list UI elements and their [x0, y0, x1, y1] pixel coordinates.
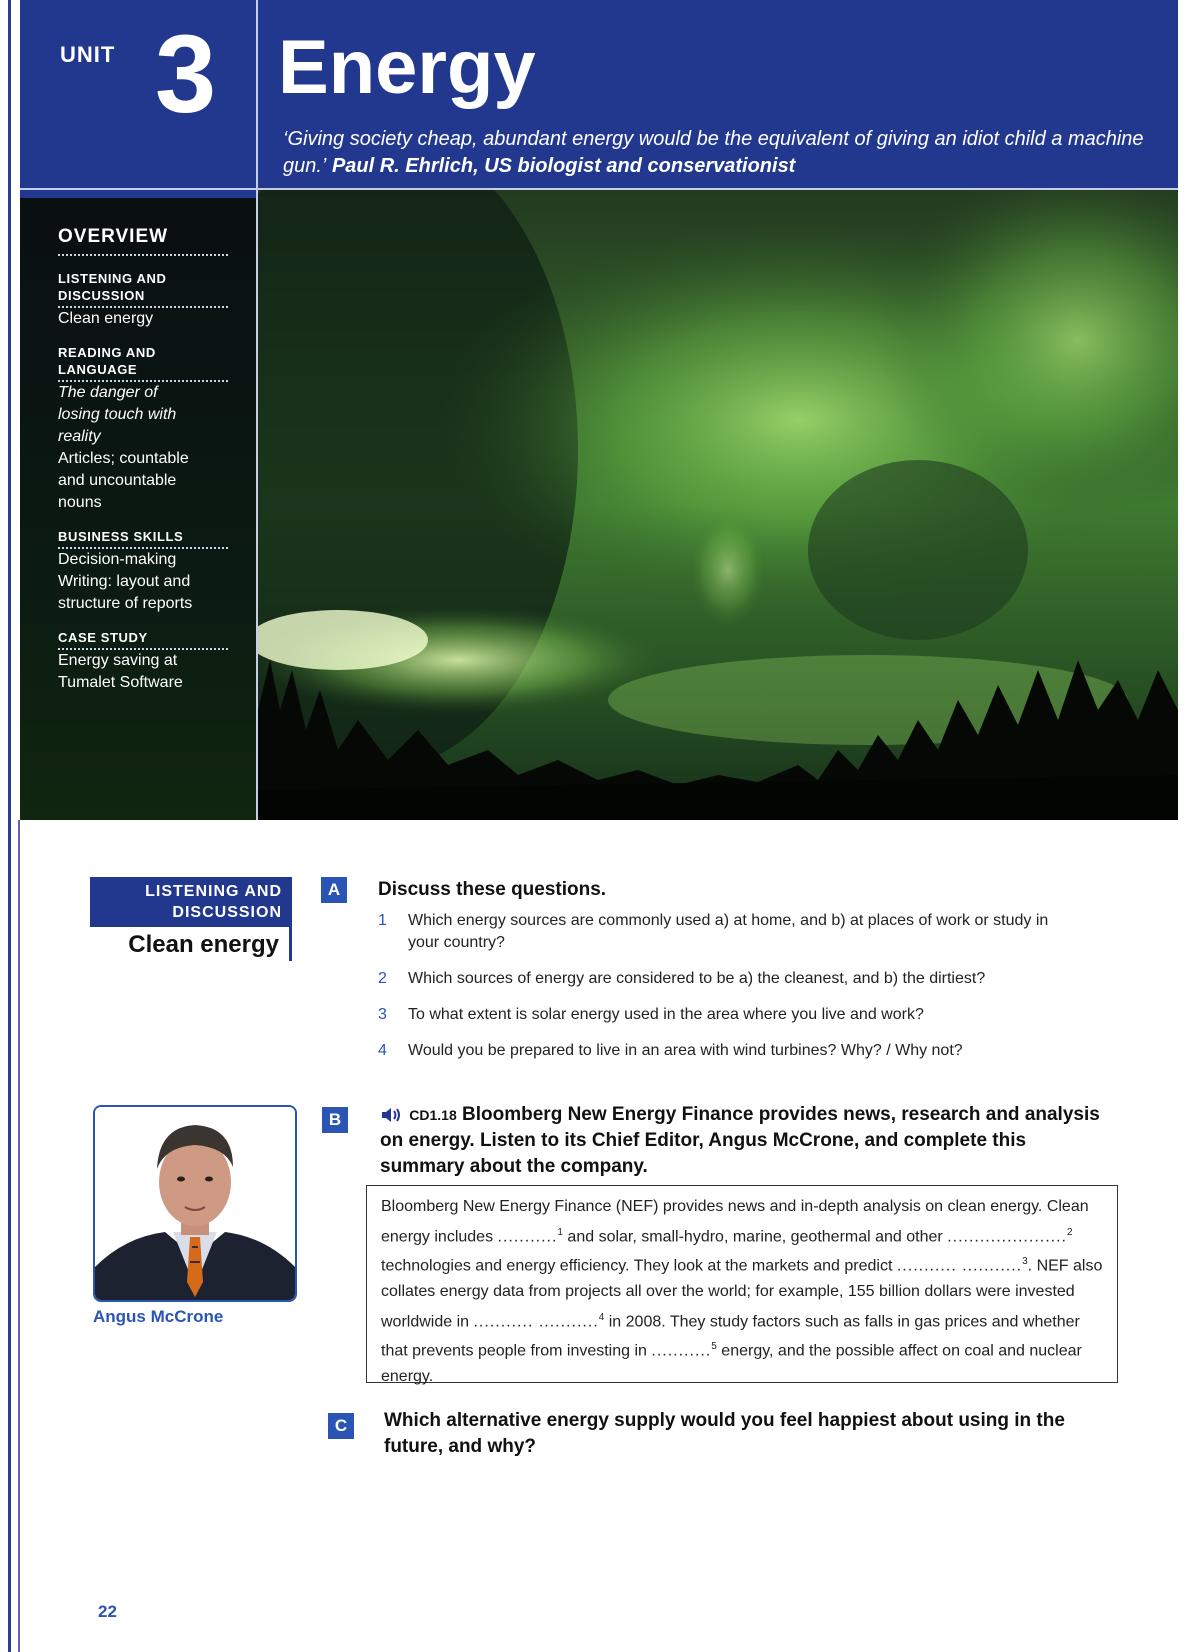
- gap-number: 3: [1022, 1256, 1028, 1268]
- page-edge-rule-lower: [18, 820, 20, 1652]
- gap-1: ...........: [497, 1227, 558, 1245]
- overview-heading-line: READING AND: [58, 345, 156, 360]
- question-number: 3: [378, 1006, 387, 1023]
- gap-5: ...........: [651, 1342, 712, 1360]
- aurora-photo: [258, 190, 1178, 820]
- exercise-a-heading: Discuss these questions.: [378, 879, 607, 900]
- exercise-b-instruction: Bloomberg New Energy Finance provides news, research and analysis on energy. Listen to its Chief Editor, Angus McCrone, and complete this summary about the company.: [380, 1104, 1100, 1177]
- question-item: [378, 910, 1078, 954]
- quote-author: Paul R. Ehrlich, US biologist and conservationist: [331, 155, 796, 177]
- overview-item: losing touch with: [58, 406, 177, 423]
- overview-heading-listening: [58, 270, 228, 308]
- overview-item: and uncountable: [58, 472, 177, 489]
- unit-header: [20, 0, 1178, 198]
- summary-text: [381, 1194, 1103, 1390]
- portrait-illustration: [95, 1107, 295, 1300]
- overview-item: Articles; countable: [58, 450, 189, 467]
- overview-heading-line: CASE STUDY: [58, 630, 148, 645]
- question-item: [378, 968, 1078, 990]
- gap-3: ........... ...........: [896, 1257, 1023, 1275]
- unit-label: UNIT: [60, 42, 116, 67]
- question-text: Would you be prepared to live in an area with wind turbines? Why? / Why not?: [408, 1042, 963, 1059]
- overview-item: structure of reports: [58, 595, 193, 612]
- overview-heading-line: LISTENING AND: [58, 271, 167, 286]
- question-text: To what extent is solar energy used in the area where you live and work?: [408, 1006, 924, 1023]
- summary-segment: Bloomberg New Energy Finance (NEF) provides news and in-depth analysis on clean energy. Clean energy includes: [381, 1198, 1089, 1245]
- overview-item: Clean energy: [58, 310, 154, 327]
- section-label: [90, 877, 292, 961]
- overview-title: OVERVIEW: [58, 226, 228, 256]
- unit-title: Energy: [278, 25, 536, 110]
- question-text: Which energy sources are commonly used a) at home, and b) at places of work or study in your country?: [408, 912, 1049, 951]
- question-item: [378, 1040, 1078, 1062]
- gap-number: 4: [598, 1311, 605, 1323]
- quote-text: ‘Giving society cheap, abundant energy would be the equivalent of giving an idiot child a machine gun.’: [283, 128, 1144, 177]
- section-label-line1: LISTENING AND: [145, 883, 282, 900]
- portrait-caption: Angus McCrone: [93, 1307, 224, 1326]
- gap-4: ........... ...........: [473, 1312, 599, 1330]
- opening-quote: [283, 126, 1163, 180]
- question-item: [378, 1004, 1078, 1026]
- gap-number: 1: [557, 1226, 563, 1238]
- aurora-illustration: [258, 190, 1178, 820]
- overview-item: reality: [58, 428, 101, 445]
- overview-heading-line: LANGUAGE: [58, 362, 138, 377]
- exercise-a-questions: [378, 910, 1078, 1076]
- overview-item: Writing: layout and: [58, 573, 191, 590]
- exercise-b-heading: [380, 1102, 1110, 1180]
- gap-number: 2: [1066, 1226, 1073, 1238]
- question-text: Which sources of energy are considered to be a) the cleanest, and b) the dirtiest?: [408, 970, 986, 987]
- overview-item: Tumalet Software: [58, 674, 183, 691]
- page-edge-rule: [8, 0, 11, 1652]
- section-subtitle: Clean energy: [90, 927, 292, 961]
- section-label-bar: [90, 877, 292, 927]
- summary-box: [366, 1185, 1118, 1386]
- gap-2: ......................: [947, 1227, 1067, 1245]
- overview-item: Energy saving at: [58, 652, 178, 669]
- overview-item: nouns: [58, 494, 102, 511]
- cd-track-label: CD1.18: [409, 1107, 457, 1123]
- overview-panel: [20, 198, 260, 820]
- exercise-a-badge: A: [321, 877, 347, 903]
- overview-heading-reading: [58, 344, 228, 382]
- overview-contents: [58, 226, 228, 694]
- question-number: 2: [378, 970, 387, 987]
- overview-heading-case-study: [58, 629, 228, 650]
- exercise-b-badge: B: [322, 1107, 348, 1133]
- unit-number: 3: [155, 13, 217, 136]
- header-divider: [256, 0, 258, 198]
- summary-segment: . NEF also collates energy data from projects all over the world; for example, 155 billion dollars were invested worldwide in: [381, 1257, 1103, 1330]
- page-number: 22: [98, 1602, 117, 1621]
- audio-speaker-icon: [380, 1106, 402, 1124]
- gap-number: 5: [711, 1341, 717, 1353]
- exercise-c-badge: C: [328, 1413, 354, 1439]
- summary-segment: energy, and the possible affect on coal and nuclear energy.: [381, 1342, 1082, 1386]
- summary-segment: and solar, small-hydro, marine, geothermal and other: [562, 1227, 948, 1245]
- section-label-line2: DISCUSSION: [172, 904, 282, 921]
- overview-heading-business: [58, 528, 228, 549]
- summary-segment: in 2008. They study factors such as falls in gas prices and whether that prevents people from investing in: [381, 1312, 1080, 1360]
- overview-item: Decision-making: [58, 551, 177, 568]
- question-number: 1: [378, 912, 387, 929]
- portrait-photo: [93, 1105, 297, 1302]
- summary-segment: technologies and energy efficiency. They look at the markets and predict: [381, 1257, 897, 1275]
- overview-heading-line: DISCUSSION: [58, 288, 145, 303]
- question-number: 4: [378, 1042, 387, 1059]
- overview-item: The danger of: [58, 384, 158, 401]
- exercise-c-heading: Which alternative energy supply would you feel happiest about using in the future, and why?: [384, 1410, 1065, 1457]
- overview-heading-line: BUSINESS SKILLS: [58, 529, 184, 544]
